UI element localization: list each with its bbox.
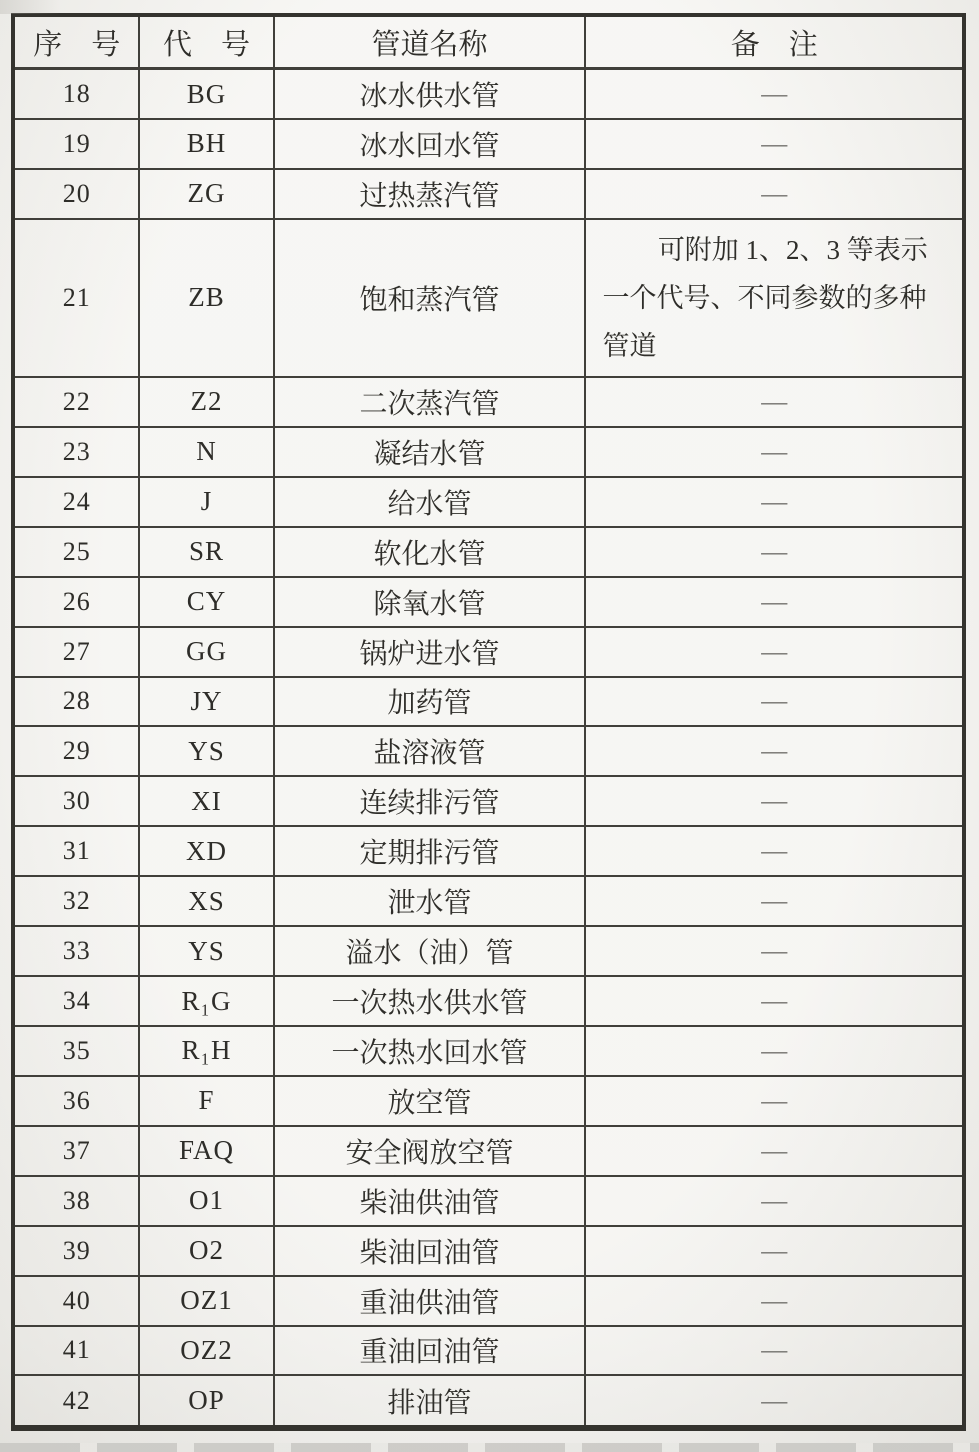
table-row	[13, 976, 964, 1026]
remark-cell: —	[585, 1226, 964, 1276]
pipe-name-cell: 除氧水管	[274, 577, 586, 627]
table-row	[13, 377, 964, 427]
pipe-name-cell: 一次热水供水管	[274, 976, 586, 1026]
code-cell: O1	[139, 1176, 273, 1226]
pipe-name-cell: 重油回油管	[274, 1326, 586, 1376]
code-cell: FAQ	[139, 1126, 273, 1176]
remark-cell: —	[585, 1326, 964, 1376]
serial-cell: 33	[13, 926, 139, 976]
pipe-name-cell: 冰水回水管	[274, 119, 586, 169]
serial-cell: 22	[13, 377, 139, 427]
code-cell: CY	[139, 577, 273, 627]
code-cell: O2	[139, 1226, 273, 1276]
remark-cell: —	[585, 677, 964, 727]
column-header-serial: 序 号	[13, 15, 139, 69]
pipe-name-cell: 重油供油管	[274, 1276, 586, 1326]
code-cell: SR	[139, 527, 273, 577]
table-row	[13, 1026, 964, 1076]
pipe-name-cell: 锅炉进水管	[274, 627, 586, 677]
remark-cell: —	[585, 477, 964, 527]
code-cell: JY	[139, 677, 273, 727]
pipe-name-cell: 二次蒸汽管	[274, 377, 586, 427]
code-cell: ZB	[139, 219, 273, 377]
serial-cell: 23	[13, 427, 139, 477]
table-row	[13, 1176, 964, 1226]
pipe-name-cell: 放空管	[274, 1076, 586, 1126]
table-row	[13, 169, 964, 219]
pipe-name-cell: 加药管	[274, 677, 586, 727]
table-row	[13, 477, 964, 527]
remark-cell: 可附加 1、2、3 等表示一个代号、不同参数的多种管道	[585, 219, 964, 377]
remark-cell: —	[585, 577, 964, 627]
remark-cell: —	[585, 876, 964, 926]
pipe-name-cell: 饱和蒸汽管	[274, 219, 586, 377]
code-cell: OZ1	[139, 1276, 273, 1326]
pipe-name-cell: 柴油供油管	[274, 1176, 586, 1226]
remark-cell: —	[585, 69, 964, 120]
code-cell: Z2	[139, 377, 273, 427]
code-cell: XI	[139, 776, 273, 826]
remark-cell: —	[585, 119, 964, 169]
remark-cell: —	[585, 377, 964, 427]
serial-cell: 28	[13, 677, 139, 727]
table-row	[13, 1375, 964, 1428]
remark-cell: —	[585, 976, 964, 1026]
remark-cell: —	[585, 1176, 964, 1226]
code-cell: F	[139, 1076, 273, 1126]
serial-cell: 36	[13, 1076, 139, 1126]
remark-cell: —	[585, 169, 964, 219]
serial-cell: 25	[13, 527, 139, 577]
serial-cell: 34	[13, 976, 139, 1026]
table-header-row	[13, 15, 964, 69]
pipe-name-cell: 溢水（油）管	[274, 926, 586, 976]
code-cell: XD	[139, 826, 273, 876]
table-row	[13, 677, 964, 727]
pipe-name-cell: 冰水供水管	[274, 69, 586, 120]
pipe-name-cell: 连续排污管	[274, 776, 586, 826]
pipe-name-cell: 排油管	[274, 1375, 586, 1428]
remark-cell: —	[585, 926, 964, 976]
serial-cell: 30	[13, 776, 139, 826]
pipe-code-table	[11, 13, 966, 1431]
table-row	[13, 119, 964, 169]
serial-cell: 19	[13, 119, 139, 169]
table-row	[13, 627, 964, 677]
remark-cell: —	[585, 427, 964, 477]
table-row	[13, 527, 964, 577]
code-cell: OP	[139, 1375, 273, 1428]
remark-cell: —	[585, 1126, 964, 1176]
serial-cell: 31	[13, 826, 139, 876]
code-cell: J	[139, 477, 273, 527]
scan-edge-artifact	[0, 1443, 979, 1452]
pipe-name-cell: 盐溶液管	[274, 726, 586, 776]
code-cell: N	[139, 427, 273, 477]
serial-cell: 40	[13, 1276, 139, 1326]
column-header-pipe-name: 管道名称	[274, 15, 586, 69]
code-cell: BG	[139, 69, 273, 120]
pipe-name-cell: 柴油回油管	[274, 1226, 586, 1276]
remark-cell: —	[585, 1026, 964, 1076]
table-row	[13, 1326, 964, 1376]
table-row	[13, 219, 964, 377]
remark-cell: —	[585, 1375, 964, 1428]
serial-cell: 41	[13, 1326, 139, 1376]
serial-cell: 24	[13, 477, 139, 527]
table-row	[13, 1126, 964, 1176]
remark-cell: —	[585, 726, 964, 776]
pipe-name-cell: 一次热水回水管	[274, 1026, 586, 1076]
code-cell: BH	[139, 119, 273, 169]
code-cell: GG	[139, 627, 273, 677]
code-cell: YS	[139, 726, 273, 776]
pipe-name-cell: 过热蒸汽管	[274, 169, 586, 219]
serial-cell: 26	[13, 577, 139, 627]
table-row	[13, 776, 964, 826]
serial-cell: 29	[13, 726, 139, 776]
serial-cell: 39	[13, 1226, 139, 1276]
remark-cell: —	[585, 1076, 964, 1126]
serial-cell: 42	[13, 1375, 139, 1428]
pipe-name-cell: 给水管	[274, 477, 586, 527]
table-row	[13, 427, 964, 477]
scan-smudge	[0, 0, 60, 14]
table-row	[13, 1276, 964, 1326]
pipe-name-cell: 泄水管	[274, 876, 586, 926]
serial-cell: 37	[13, 1126, 139, 1176]
table-row	[13, 1226, 964, 1276]
remark-cell: —	[585, 627, 964, 677]
pipe-name-cell: 定期排污管	[274, 826, 586, 876]
table-row	[13, 876, 964, 926]
code-cell: XS	[139, 876, 273, 926]
code-cell: R₁G	[139, 976, 273, 1026]
serial-cell: 18	[13, 69, 139, 120]
table-row	[13, 577, 964, 627]
code-cell: OZ2	[139, 1326, 273, 1376]
serial-cell: 27	[13, 627, 139, 677]
serial-cell: 32	[13, 876, 139, 926]
pipe-name-cell: 凝结水管	[274, 427, 586, 477]
table-row	[13, 69, 964, 120]
column-header-code: 代 号	[139, 15, 273, 69]
code-cell: YS	[139, 926, 273, 976]
code-cell: ZG	[139, 169, 273, 219]
column-header-remark: 备 注	[585, 15, 964, 69]
table-row	[13, 726, 964, 776]
pipe-name-cell: 安全阀放空管	[274, 1126, 586, 1176]
code-cell: R₁H	[139, 1026, 273, 1076]
pipe-name-cell: 软化水管	[274, 527, 586, 577]
serial-cell: 21	[13, 219, 139, 377]
remark-cell: —	[585, 826, 964, 876]
serial-cell: 20	[13, 169, 139, 219]
remark-cell: —	[585, 776, 964, 826]
remark-cell: —	[585, 527, 964, 577]
remark-cell: —	[585, 1276, 964, 1326]
table-row	[13, 926, 964, 976]
table-row	[13, 1076, 964, 1126]
serial-cell: 38	[13, 1176, 139, 1226]
serial-cell: 35	[13, 1026, 139, 1076]
table-row	[13, 826, 964, 876]
